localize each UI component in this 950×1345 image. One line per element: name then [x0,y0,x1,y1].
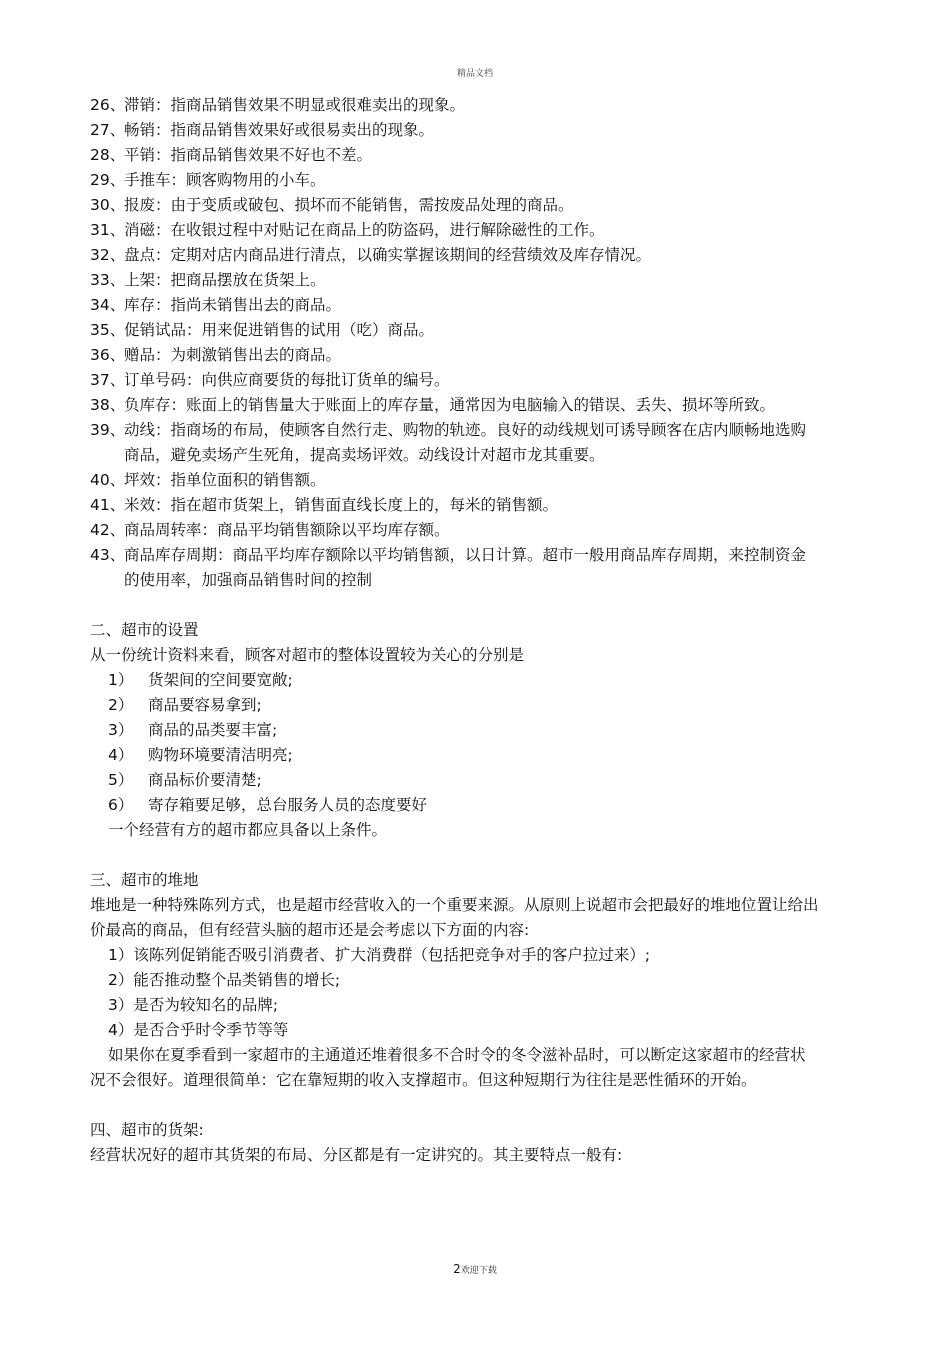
definition-number: 28、 [90,146,126,164]
definition-text: 滞销：指商品销售效果不明显或很难卖出的现象。 [124,96,466,114]
list-item-label: 3） [108,721,134,739]
section-2-heading: 二、超市的设置 [90,621,199,639]
definition-item [90,143,820,168]
list-item [90,668,820,693]
definition-text: 促销试品：用来促进销售的试用（吃）商品。 [124,321,435,339]
definition-number: 41、 [90,496,126,514]
definition-text: 盘点：定期对店内商品进行清点，以确实掌握该期间的经营绩效及库存情况。 [124,246,652,264]
definition-text: 手推车：顾客购物用的小车。 [124,171,326,189]
list-item-text: 寄存箱要足够，总台服务人员的态度要好 [148,796,428,814]
list-item-label: 6） [108,796,134,814]
section-3-heading: 三、超市的堆地 [90,871,199,889]
list-item [90,768,820,793]
section-3-intro: 堆地是一种特殊陈列方式，也是超市经营收入的一个重要来源。从原则上说超市会把最好的堆地位置让给出价最高的商品，但有经营头脑的超市还是会考虑以下方面的内容: [90,896,819,939]
definition-text: 平销：指商品销售效果不好也不差。 [124,146,373,164]
definition-number: 36、 [90,346,126,364]
list-item-text: 商品要容易拿到; [148,696,262,714]
definition-number: 43、 [90,546,126,564]
section-4-intro: 经营状况好的超市其货架的布局、分区都是有一定讲究的。其主要特点一般有: [90,1146,623,1164]
section-2-intro: 从一份统计资料来看，顾客对超市的整体设置较为关心的分别是 [90,646,525,664]
list-item: 2）能否推动整个品类销售的增长; [108,971,341,989]
definition-text: 消磁：在收银过程中对贴记在商品上的防盗码，进行解除磁性的工作。 [124,221,605,239]
definition-number: 34、 [90,296,126,314]
list-item [90,743,820,768]
definition-text: 米效：指在超市货架上，销售面直线长度上的，每米的销售额。 [124,496,559,514]
definition-item [90,243,820,268]
section-2-list [90,668,820,818]
document-body [90,93,820,1168]
page-header: 精品文档 [456,69,493,79]
definition-number: 35、 [90,321,126,339]
definition-number: 26、 [90,96,126,114]
definition-item [90,318,820,343]
definition-text: 商品库存周期：商品平均库存额除以平均销售额，以日计算。超市一般用商品库存周期，来控制资金的使用率，加强商品销售时间的控制 [124,546,807,589]
list-item-label: 1） [108,671,134,689]
definition-item [90,493,820,518]
definition-text: 坪效：指单位面积的销售额。 [124,471,326,489]
list-item [90,793,820,818]
definition-number: 42、 [90,521,126,539]
list-item: 3）是否为较知名的品牌; [108,996,279,1014]
definition-item [90,393,820,418]
definition-item [90,93,820,118]
list-item-label: 5） [108,771,134,789]
definition-item [90,193,820,218]
definition-number: 29、 [90,171,126,189]
section-3-paragraph: 如果你在夏季看到一家超市的主通道还堆着很多不合时令的冬令滋补品时，可以断定这家超市的经营状况不会很好。道理很简单：它在靠短期的收入支撑超市。但这种短期行为往往是恶性循环的开始。 [90,1046,806,1089]
definition-item [90,218,820,243]
list-item: 4）是否合乎时令季节等等 [108,1021,289,1039]
definition-item [90,418,820,468]
definition-item [90,368,820,393]
definition-number: 38、 [90,396,126,414]
definition-number: 32、 [90,246,126,264]
definition-item [90,543,820,593]
definition-text: 商品周转率：商品平均销售额除以平均库存额。 [124,521,450,539]
definition-number: 30、 [90,196,126,214]
page-footer [0,1262,950,1276]
section-2-conclusion: 一个经营有方的超市都应具备以上条件。 [108,821,388,839]
list-item-label: 4） [108,746,134,764]
definition-item [90,468,820,493]
page-number: 2 [453,1262,461,1276]
section-3-list [90,943,820,1043]
definition-text: 库存：指尚未销售出去的商品。 [124,296,342,314]
definition-text: 畅销：指商品销售效果好或很易卖出的现象。 [124,121,435,139]
list-item-text: 货架间的空间要宽敞; [148,671,293,689]
list-item-text: 商品标价要清楚; [148,771,262,789]
list-item [90,693,820,718]
definition-number: 39、 [90,421,126,439]
definition-number: 27、 [90,121,126,139]
definition-number: 37、 [90,371,126,389]
section-4-heading: 四、超市的货架: [90,1121,204,1139]
definition-item [90,343,820,368]
definition-item [90,118,820,143]
definition-item [90,168,820,193]
footer-text: 欢迎下载 [460,1266,497,1276]
definition-text: 订单号码：向供应商要货的每批订货单的编号。 [124,371,450,389]
definition-text: 动线：指商场的布局，使顾客自然行走、购物的轨迹。良好的动线规划可诱导顾客在店内顺畅地选购商品，避免卖场产生死角，提高卖场评效。动线设计对超市龙其重要。 [124,421,807,464]
list-item-label: 2） [108,696,134,714]
definition-text: 负库存：账面上的销售量大于账面上的库存量，通常因为电脑输入的错误、丢失、损坏等所致。 [124,396,776,414]
definition-item [90,518,820,543]
definition-number: 31、 [90,221,126,239]
definition-text: 报废：由于变质或破包、损坏而不能销售，需按废品处理的商品。 [124,196,574,214]
list-item-text: 购物环境要清洁明亮; [148,746,293,764]
definition-number: 33、 [90,271,126,289]
definition-number: 40、 [90,471,126,489]
definition-item [90,268,820,293]
list-item [90,718,820,743]
list-item: 1）该陈列促销能否吸引消费者、扩大消费群（包括把竞争对手的客户拉过来）; [108,946,651,964]
definition-text: 上架：把商品摆放在货架上。 [124,271,326,289]
list-item-text: 商品的品类要丰富; [148,721,278,739]
definitions-list [90,93,820,593]
definition-text: 赠品：为刺激销售出去的商品。 [124,346,342,364]
definition-item [90,293,820,318]
